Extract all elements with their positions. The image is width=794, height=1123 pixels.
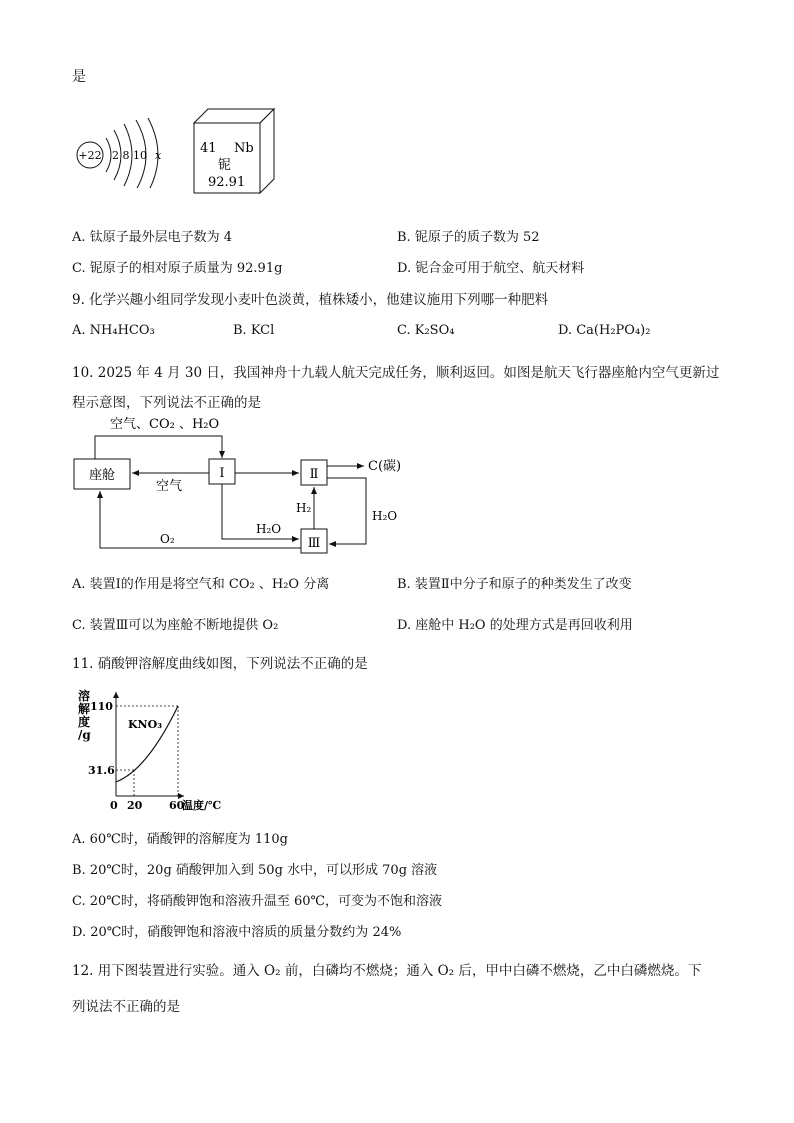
- box-3-label: Ⅲ: [307, 536, 321, 551]
- q8-option-d: D. 铌合金可用于航空、航天材料: [397, 261, 585, 276]
- element-number: 41: [200, 141, 217, 156]
- q8-option-c: C. 铌原子的相对原子质量为 92.91g: [72, 261, 283, 276]
- box-1-label: Ⅰ: [219, 466, 225, 481]
- q10-stem-line1: 10. 2025 年 4 月 30 日，我国神舟十九载人航天完成任务，顺利返回。如图是航天飞行器座舱内空气更新过: [72, 365, 720, 381]
- carbon-label: C(碳): [368, 459, 402, 474]
- o2-label: O₂: [160, 532, 175, 546]
- y-label-1: 溶: [78, 689, 91, 703]
- atom-structure-figure: [72, 118, 192, 188]
- shell-electrons: 2 8 10: [112, 149, 147, 162]
- q9-option-b: B. KCl: [233, 323, 275, 338]
- top-fragment: 是: [72, 69, 86, 85]
- q11-option-b: B. 20℃时，20g 硝酸钾加入到 50g 水中，可以形成 70g 溶液: [72, 863, 438, 878]
- q12-line1: 12. 用下图装置进行实验。通入 O₂ 前，白磷均不燃烧；通入 O₂ 后，甲中白磷不燃烧，乙中白磷燃烧。下: [72, 963, 702, 979]
- air-renewal-diagram: [70, 412, 430, 562]
- diagram-top-label: 空气、CO₂ 、H₂O: [110, 417, 220, 432]
- nucleus-label: +22: [78, 149, 102, 162]
- element-symbol: Nb: [234, 141, 254, 156]
- element-cell-figure: [190, 105, 290, 195]
- element-mass: 92.91: [208, 175, 246, 190]
- cabin-label: 座舱: [88, 468, 116, 483]
- x-tick-60: 60: [169, 799, 185, 812]
- q9-option-d: D. Ca(H₂PO₄)₂: [558, 323, 651, 338]
- q8-option-a: A. 钛原子最外层电子数为 4: [72, 230, 233, 245]
- q9-option-a: A. NH₄HCO₃: [72, 323, 155, 338]
- y-label-2: 解: [78, 702, 91, 716]
- q10-option-b: B. 装置Ⅱ中分子和原子的种类发生了改变: [397, 577, 632, 592]
- h2o-mid-label: H₂O: [256, 522, 282, 536]
- q11-stem: 11. 硝酸钾溶解度曲线如图，下列说法不正确的是: [72, 656, 368, 672]
- box-2-label: Ⅱ: [309, 467, 319, 482]
- x-tick-20: 20: [127, 799, 143, 812]
- y-tick-31-6: 31.6: [88, 764, 115, 777]
- air-label: 空气: [156, 479, 183, 494]
- curve-label: KNO₃: [128, 718, 163, 731]
- solubility-graph: [72, 688, 242, 818]
- y-tick-110: 110: [90, 700, 113, 713]
- q11-option-a: A. 60℃时，硝酸钾的溶解度为 110g: [72, 832, 289, 847]
- shell-x: x: [155, 149, 162, 162]
- q10-option-d: D. 座舱中 H₂O 的处理方式是再回收利用: [397, 618, 633, 633]
- q10-option-c: C. 装置Ⅲ可以为座舱不断地提供 O₂: [72, 618, 279, 633]
- q12-line2: 列说法不正确的是: [72, 999, 180, 1015]
- q10-option-a: A. 装置Ⅰ的作用是将空气和 CO₂ 、H₂O 分离: [72, 577, 330, 592]
- q11-option-c: C. 20℃时，将硝酸钾饱和溶液升温至 60℃，可变为不饱和溶液: [72, 894, 443, 909]
- y-label-3: 度: [78, 715, 91, 729]
- q9-stem: 9. 化学兴趣小组同学发现小麦叶色淡黄，植株矮小，他建议施用下列哪一种肥料: [72, 292, 549, 308]
- element-name: 铌: [218, 158, 232, 173]
- q11-option-d: D. 20℃时，硝酸钾饱和溶液中溶质的质量分数约为 24%: [72, 925, 402, 940]
- y-label-4: /g: [78, 728, 91, 742]
- x-axis-label: 温度/℃: [182, 799, 222, 812]
- q10-stem-line2: 程示意图，下列说法不正确的是: [72, 395, 261, 411]
- q8-option-b: B. 铌原子的质子数为 52: [397, 230, 540, 245]
- q9-option-c: C. K₂SO₄: [397, 323, 455, 338]
- h2o-right-label: H₂O: [372, 509, 398, 523]
- h2-label: H₂: [296, 501, 312, 515]
- x-tick-0: 0: [110, 799, 118, 812]
